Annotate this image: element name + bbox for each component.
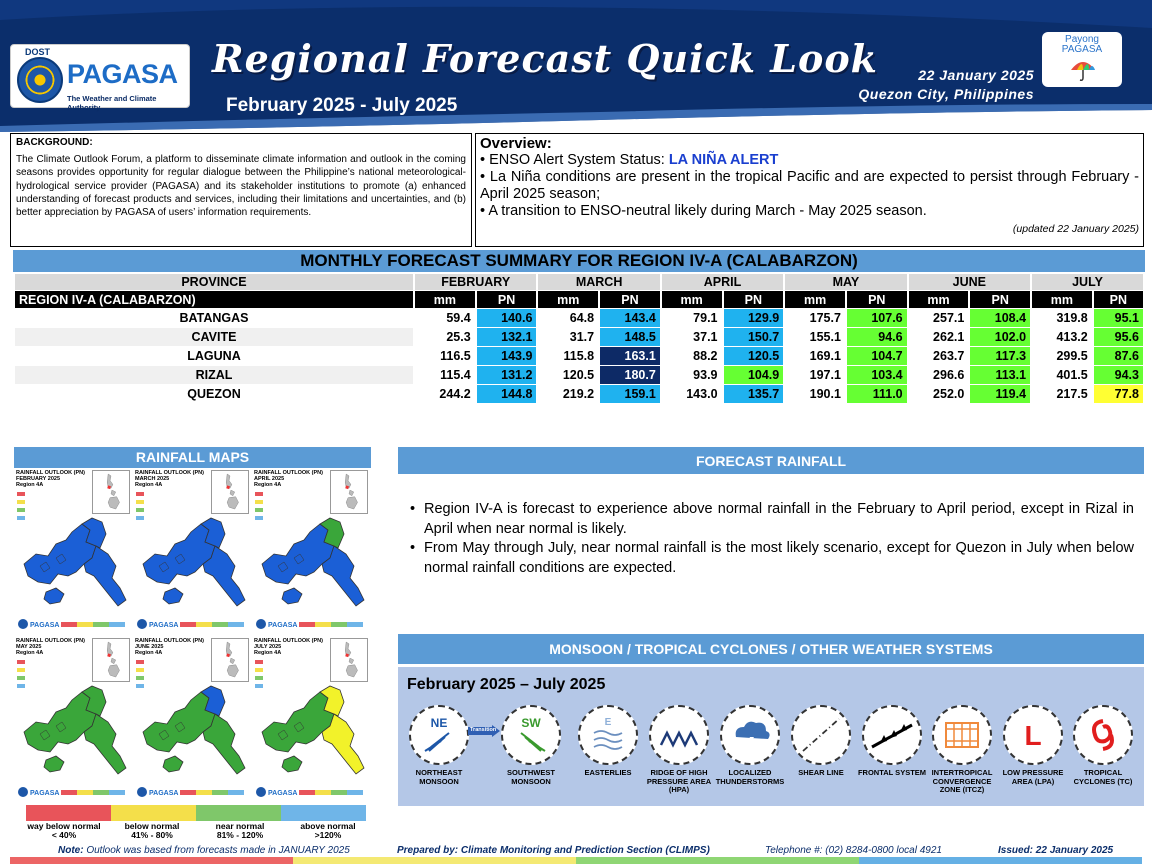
map-title: [135, 638, 204, 656]
percent-normal-cell: 95.1: [1094, 309, 1143, 327]
percent-normal-cell: 104.9: [724, 366, 784, 384]
umbrella-icon: [1070, 58, 1096, 82]
map-legend-row: [17, 674, 65, 681]
payong-line1: Payong: [1065, 34, 1099, 45]
weather-systems-title: MONSOON / TROPICAL CYCLONES / OTHER WEATHER SYSTEMS: [398, 634, 1144, 664]
rainfall-mm-cell: 257.1: [933, 311, 965, 325]
map-legend-swatch: [255, 668, 263, 672]
map-legend-row: [255, 490, 303, 497]
table-header-row: [15, 274, 1143, 290]
payong-pagasa-badge: [1042, 32, 1122, 87]
map-legend-row: [136, 666, 184, 673]
weather-system-label: SHEAR LINE: [798, 768, 844, 777]
unit-pn-header: PN: [970, 291, 1030, 308]
footer-issued: Issued: 22 January 2025: [998, 845, 1114, 856]
map-title: [254, 638, 323, 656]
legend-range: >120%: [314, 830, 342, 840]
percent-normal-cell: 135.7: [724, 385, 784, 403]
svg-text:NE: NE: [430, 716, 448, 730]
weather-system-icon: [862, 705, 922, 765]
map-title-line: RAINFALL OUTLOOK (PN): [16, 470, 85, 476]
unit-pn-header: PN: [477, 291, 537, 308]
low-pressure-icon: [1005, 707, 1061, 763]
forecast-rainfall-item: • Region IV-A is forecast to experience above normal rainfall in the February to April period, except in Rizal in April when near normal is likely.: [410, 501, 1134, 537]
map-legend-row: [255, 506, 303, 513]
footer-color-strip: [10, 857, 1142, 864]
forecast-period: February 2025 - July 2025: [226, 95, 458, 116]
logo-tagline: The Weather and Climate Authority: [67, 94, 157, 112]
percent-normal-cell: 148.5: [600, 328, 660, 346]
overview-item: • A transition to ENSO-neutral likely during March - May 2025 season.: [480, 203, 927, 219]
rainfall-mm-cell: 252.0: [933, 387, 965, 401]
forecast-rainfall-text: From May through July, near normal rainfall is the most likely scenario, except for Quezon in July when below normal rainfall conditions are expected.: [424, 540, 1134, 576]
map-footer-legend: [135, 616, 250, 632]
calabarzon-map: [135, 682, 250, 782]
calabarzon-map: [16, 682, 131, 782]
pagasa-seal-icon: [17, 57, 63, 103]
table-row: [15, 309, 1143, 327]
rainfall-mm-cell: 262.1: [933, 330, 965, 344]
map-legend-row: [136, 490, 184, 497]
percent-normal-cell: 95.6: [1094, 328, 1143, 346]
map-legend-row: [136, 498, 184, 505]
weather-system-icon: [578, 705, 638, 765]
rainfall-mm-cell: 197.1: [809, 368, 841, 382]
overview-updated: (updated 22 January 2025): [1012, 223, 1139, 235]
map-title: [254, 470, 323, 488]
weather-system-icon: [409, 705, 469, 765]
footer-prepared-by: Prepared by: Climate Monitoring and Prediction Section (CLIMPS): [397, 845, 710, 856]
map-footer-legend: [16, 616, 131, 632]
map-footer-legend: [254, 616, 369, 632]
unit-pn-header: PN: [1094, 291, 1143, 308]
rainfall-mm-cell: 25.3: [446, 330, 471, 344]
legend-range: 81% - 120%: [216, 830, 264, 840]
unit-mm-header: mm: [415, 291, 475, 308]
weather-system-icon: [1073, 705, 1133, 765]
forecast-table-title: MONTHLY FORECAST SUMMARY FOR REGION IV-A (CALABARZON): [13, 250, 1145, 272]
rainfall-map: [14, 636, 133, 804]
map-title-line: RAINFALL OUTLOOK (PN): [16, 638, 85, 644]
map-legend-swatch: [136, 500, 144, 504]
unit-mm-header: mm: [909, 291, 969, 308]
weather-system-label: INTERTROPICAL CONVERGENCE ZONE (ITCZ): [931, 768, 993, 794]
legend-range: 41% - 80%: [131, 830, 173, 840]
map-title-line: RAINFALL OUTLOOK (PN): [254, 470, 323, 476]
percent-normal-cell: 77.8: [1094, 385, 1143, 403]
legend-swatch: [281, 805, 366, 821]
rainfall-mm-cell: 217.5: [1056, 387, 1088, 401]
rainfall-maps-title: RAINFALL MAPS: [14, 447, 371, 468]
percent-normal-cell: 180.7: [600, 366, 660, 384]
map-legend-swatch: [136, 660, 144, 664]
weather-system: [1068, 705, 1138, 786]
rainfall-maps-grid: [14, 468, 371, 804]
legend-swatch: [111, 805, 196, 821]
month-header: FEBRUARY: [415, 274, 536, 290]
table-row: [15, 385, 1143, 403]
percent-normal-cell: 140.6: [477, 309, 537, 327]
percent-normal-cell: 104.7: [847, 347, 907, 365]
table-row: [15, 328, 1143, 346]
map-legend-swatch: [17, 676, 25, 680]
province-name: CAVITE: [15, 328, 413, 346]
percent-normal-cell: 132.1: [477, 328, 537, 346]
ridge-hpa-icon: [651, 707, 707, 763]
month-header: JUNE: [909, 274, 1030, 290]
percent-normal-cell: 131.2: [477, 366, 537, 384]
rainfall-mm-cell: 155.1: [809, 330, 841, 344]
month-header: APRIL: [662, 274, 783, 290]
weather-system: [573, 705, 643, 778]
map-legend-row: [255, 674, 303, 681]
map-footer-legend: [135, 784, 250, 800]
philippines-inset-map: [211, 638, 249, 682]
map-legend-swatch: [17, 508, 25, 512]
legend-label: [20, 822, 108, 844]
rainfall-mm-cell: 88.2: [693, 349, 718, 363]
forecast-rainfall-item: • From May through July, near normal rainfall is the most likely scenario, except for Quezon in July when below normal rainfall conditions are expected.: [410, 540, 1134, 576]
map-legend-swatch: [136, 508, 144, 512]
unit-mm-header: mm: [1032, 291, 1092, 308]
percent-normal-cell: 143.9: [477, 347, 537, 365]
table-row: [15, 366, 1143, 384]
rainfall-mm-cell: 120.5: [562, 368, 595, 382]
unit-mm-header: mm: [538, 291, 598, 308]
map-region: Region 4A: [135, 482, 163, 488]
thunderstorm-icon: [722, 707, 778, 763]
rainfall-mm-cell: 319.8: [1056, 311, 1088, 325]
legend-category: above normal: [300, 821, 356, 831]
weather-system-icon: [932, 705, 992, 765]
rainfall-mm-cell: 401.5: [1056, 368, 1088, 382]
map-legend-row: [255, 498, 303, 505]
month-header: MAY: [785, 274, 906, 290]
map-legend-row: [17, 506, 65, 513]
rainfall-mm-cell: 413.2: [1056, 330, 1088, 344]
weather-system-icon: [791, 705, 851, 765]
table-subheader-row: [15, 291, 1143, 308]
weather-system: [644, 705, 714, 795]
calabarzon-map: [254, 682, 369, 782]
overview-transition-text: A transition to ENSO-neutral likely during March - May 2025 season.: [488, 203, 927, 219]
province-header: PROVINCE: [15, 274, 413, 290]
rainfall-map: [14, 468, 133, 636]
overview-section: [475, 133, 1144, 247]
map-legend-swatch: [17, 668, 25, 672]
weather-system: [404, 705, 474, 786]
legend-swatch: [26, 805, 111, 821]
unit-mm-header: mm: [662, 291, 722, 308]
shear-line-icon: [793, 707, 849, 763]
itcz-icon: [934, 707, 990, 763]
rainfall-mm-cell: 31.7: [569, 330, 595, 344]
rainfall-mm-cell: 263.7: [933, 349, 965, 363]
percent-normal-cell: 102.0: [970, 328, 1030, 346]
tropical-cyclone-icon: [1075, 707, 1131, 763]
map-region: Region 4A: [16, 650, 44, 656]
map-month: JULY 2025: [254, 644, 282, 650]
svg-text:PAGASA: PAGASA: [149, 790, 179, 797]
map-legend-swatch: [136, 676, 144, 680]
percent-normal-cell: 117.3: [970, 347, 1030, 365]
weather-system-label: RIDGE OF HIGH PRESSURE AREA (HPA): [646, 768, 712, 794]
issue-place: Quezon City, Philippines: [858, 86, 1034, 102]
philippines-inset-map: [330, 470, 368, 514]
svg-text:PAGASA: PAGASA: [268, 790, 298, 797]
rainfall-mm-cell: 79.1: [693, 311, 718, 325]
percent-normal-cell: 111.0: [847, 385, 907, 403]
rainfall-mm-cell: 115.8: [563, 349, 595, 363]
unit-pn-header: PN: [724, 291, 784, 308]
footer-note-label: Note:: [58, 845, 84, 856]
percent-normal-cell: 87.6: [1094, 347, 1143, 365]
table-row: [15, 347, 1143, 365]
rainfall-map: [133, 468, 252, 636]
unit-pn-header: PN: [847, 291, 907, 308]
svg-text:L: L: [1024, 720, 1042, 751]
rainfall-mm-cell: 296.6: [933, 368, 965, 382]
weather-system-label: FRONTAL SYSTEM: [857, 768, 927, 777]
weather-system: [496, 705, 566, 786]
rainfall-mm-cell: 115.4: [440, 368, 471, 382]
region-label: REGION IV-A (CALABARZON): [15, 291, 413, 308]
rainfall-mm-cell: 59.4: [446, 311, 471, 325]
map-legend-swatch: [17, 492, 25, 496]
percent-normal-cell: 107.6: [847, 309, 907, 327]
rainfall-mm-cell: 143.0: [686, 387, 718, 401]
map-legend-swatch: [255, 508, 263, 512]
map-legend-row: [255, 666, 303, 673]
map-region: Region 4A: [254, 650, 282, 656]
payong-line2: PAGASA: [1061, 44, 1103, 55]
weather-system-label: EASTERLIES: [584, 768, 632, 777]
map-legend-row: [17, 490, 65, 497]
rainfall-mm-cell: 116.5: [440, 349, 471, 363]
map-legend-row: [136, 674, 184, 681]
map-footer-legend: [16, 784, 131, 800]
percent-normal-cell: 103.4: [847, 366, 907, 384]
rainfall-map: [252, 468, 371, 636]
weather-system: [857, 705, 927, 778]
rainfall-mm-cell: 299.5: [1056, 349, 1088, 363]
map-legend-swatch: [255, 492, 263, 496]
forecast-rainfall-text: Region IV-A is forecast to experience above normal rainfall in the February to April period, except in Rizal in April when near normal is likely.: [424, 501, 1134, 537]
overview-enso-status: • ENSO Alert System Status: LA NIÑA ALERT: [480, 152, 779, 168]
province-name: RIZAL: [15, 366, 413, 384]
map-legend-swatch: [17, 500, 25, 504]
forecast-summary-table: [13, 273, 1145, 404]
map-title-line: RAINFALL OUTLOOK (PN): [254, 638, 323, 644]
map-legend-row: [136, 658, 184, 665]
calabarzon-map: [16, 514, 131, 614]
map-title: [16, 470, 85, 488]
svg-text:PAGASA: PAGASA: [30, 622, 60, 629]
province-name: QUEZON: [15, 385, 413, 403]
legend-label: [108, 822, 196, 844]
overview-la-nina-text: La Niña conditions are present in the tropical Pacific and are expected to persist through February - April 2025 season;: [480, 169, 1139, 202]
percent-normal-cell: 94.3: [1094, 366, 1143, 384]
unit-mm-header: mm: [785, 291, 845, 308]
rainfall-map: [133, 636, 252, 804]
background-section: [10, 133, 472, 247]
forecast-rainfall-title: FORECAST RAINFALL: [398, 447, 1144, 474]
rainfall-mm-cell: 219.2: [562, 387, 595, 401]
enso-alert-status: LA NIÑA ALERT: [668, 152, 779, 168]
rainfall-legend-bar: [26, 805, 366, 821]
map-month: FEBRUARY 2025: [16, 476, 61, 482]
weather-system-label: SOUTHWEST MONSOON: [507, 768, 555, 786]
percent-normal-cell: 120.5: [724, 347, 784, 365]
map-title-line: RAINFALL OUTLOOK (PN): [135, 638, 204, 644]
map-region: Region 4A: [16, 482, 44, 488]
issue-date: 22 January 2025: [918, 67, 1034, 83]
rainfall-mm-cell: 244.2: [439, 387, 471, 401]
map-title: [135, 470, 204, 488]
map-month: MARCH 2025: [135, 476, 170, 482]
legend-category: near normal: [215, 821, 265, 831]
map-legend-swatch: [136, 492, 144, 496]
philippines-inset-map: [92, 470, 130, 514]
header-banner: [0, 0, 1152, 132]
map-legend-swatch: [17, 660, 25, 664]
legend-category: way below normal: [27, 821, 101, 831]
legend-label: [196, 822, 284, 844]
background-text: The Climate Outlook Forum, a platform to disseminate climate information and outlook in the coming seasons provides opportunity for regular dialogue between the Philippine’s national meteorological-hydrological service provider (PAGASA) and its stakeholder institutions to promote (a) enhanced understanding of forecast products and services, including their limitations and uncertainties, and (b) better appreciation by PAGASA of users’ information requirements.: [16, 154, 466, 219]
percent-normal-cell: 119.4: [970, 385, 1030, 403]
rainfall-map: [252, 636, 371, 804]
transition-label: Transition: [470, 727, 497, 733]
footer-note-text: Outlook was based from forecasts made in JANUARY 2025: [83, 845, 350, 856]
percent-normal-cell: 150.7: [724, 328, 784, 346]
logo-name: PAGASA: [67, 59, 178, 89]
rainfall-mm-cell: 190.1: [809, 387, 841, 401]
dost-label: DOST: [25, 47, 51, 57]
rainfall-mm-cell: 175.7: [809, 311, 841, 325]
map-legend-row: [17, 666, 65, 673]
percent-normal-cell: 159.1: [600, 385, 660, 403]
map-month: MAY 2025: [16, 644, 42, 650]
map-legend-swatch: [255, 676, 263, 680]
calabarzon-map: [254, 514, 369, 614]
rainfall-mm-cell: 169.1: [809, 349, 841, 363]
svg-text:E: E: [604, 717, 612, 728]
forecast-rainfall-list: [410, 500, 1134, 578]
map-legend-swatch: [136, 668, 144, 672]
province-name: BATANGAS: [15, 309, 413, 327]
weather-system-icon: [1003, 705, 1063, 765]
legend-swatch: [196, 805, 281, 821]
footer-telephone: Telephone #: (02) 8284-0800 local 4921: [765, 845, 942, 856]
month-header: JULY: [1032, 274, 1143, 290]
weather-system-label: LOW PRESSURE AREA (LPA): [1002, 768, 1064, 786]
map-legend-row: [255, 658, 303, 665]
footer-note: [58, 845, 350, 856]
percent-normal-cell: 129.9: [724, 309, 784, 327]
weather-systems-panel: [398, 667, 1144, 806]
svg-text:PAGASA: PAGASA: [149, 622, 179, 629]
easterlies-icon: [580, 707, 636, 763]
map-legend-row: [17, 658, 65, 665]
weather-system-icon: [501, 705, 561, 765]
weather-systems-period: February 2025 – July 2025: [407, 676, 606, 693]
legend-category: below normal: [124, 821, 180, 831]
map-month: JUNE 2025: [135, 644, 164, 650]
unit-pn-header: PN: [600, 291, 660, 308]
map-month: APRIL 2025: [254, 476, 285, 482]
philippines-inset-map: [211, 470, 249, 514]
weather-system: [715, 705, 785, 786]
province-name: LAGUNA: [15, 347, 413, 365]
percent-normal-cell: 113.1: [970, 366, 1030, 384]
rainfall-mm-cell: 93.9: [693, 368, 718, 382]
map-region: Region 4A: [135, 650, 163, 656]
weather-system-icon: [720, 705, 780, 765]
page-title: Regional Forecast Quick Look: [212, 36, 879, 81]
map-legend-row: [136, 506, 184, 513]
southwest-monsoon-icon: [503, 707, 559, 763]
map-legend-swatch: [255, 500, 263, 504]
frontal-system-icon: [864, 707, 920, 763]
percent-normal-cell: 94.6: [847, 328, 907, 346]
legend-label: [284, 822, 372, 844]
svg-text:SW: SW: [521, 716, 541, 730]
map-legend-swatch: [255, 660, 263, 664]
weather-system: [998, 705, 1068, 786]
philippines-inset-map: [92, 638, 130, 682]
rainfall-mm-cell: 64.8: [569, 311, 595, 325]
map-footer-legend: [254, 784, 369, 800]
legend-range: < 40%: [51, 830, 77, 840]
svg-text:PAGASA: PAGASA: [30, 790, 60, 797]
percent-normal-cell: 163.1: [600, 347, 660, 365]
weather-system: [927, 705, 997, 795]
percent-normal-cell: 108.4: [970, 309, 1030, 327]
svg-text:PAGASA: PAGASA: [268, 622, 298, 629]
weather-system-label: LOCALIZED THUNDERSTORMS: [715, 768, 785, 786]
map-title: [16, 638, 85, 656]
weather-system-label: TROPICAL CYCLONES (TC): [1073, 768, 1133, 786]
weather-system-label: NORTHEAST MONSOON: [415, 768, 463, 786]
weather-system: [786, 705, 856, 778]
month-header: MARCH: [538, 274, 659, 290]
overview-heading: Overview:: [480, 135, 552, 152]
philippines-inset-map: [330, 638, 368, 682]
pagasa-logo: [10, 44, 190, 112]
map-region: Region 4A: [254, 482, 282, 488]
overview-item: • La Niña conditions are present in the tropical Pacific and are expected to persist through February - April 2025 season;: [480, 169, 1139, 202]
background-heading: BACKGROUND:: [16, 137, 93, 148]
map-title-line: RAINFALL OUTLOOK (PN): [135, 470, 204, 476]
percent-normal-cell: 143.4: [600, 309, 660, 327]
rainfall-mm-cell: 37.1: [693, 330, 718, 344]
enso-label: ENSO Alert System Status:: [489, 152, 669, 168]
map-legend-row: [17, 498, 65, 505]
northeast-monsoon-icon: [411, 707, 467, 763]
weather-system-icon: [649, 705, 709, 765]
calabarzon-map: [135, 514, 250, 614]
percent-normal-cell: 144.8: [477, 385, 537, 403]
rainfall-legend-labels: [20, 822, 372, 844]
